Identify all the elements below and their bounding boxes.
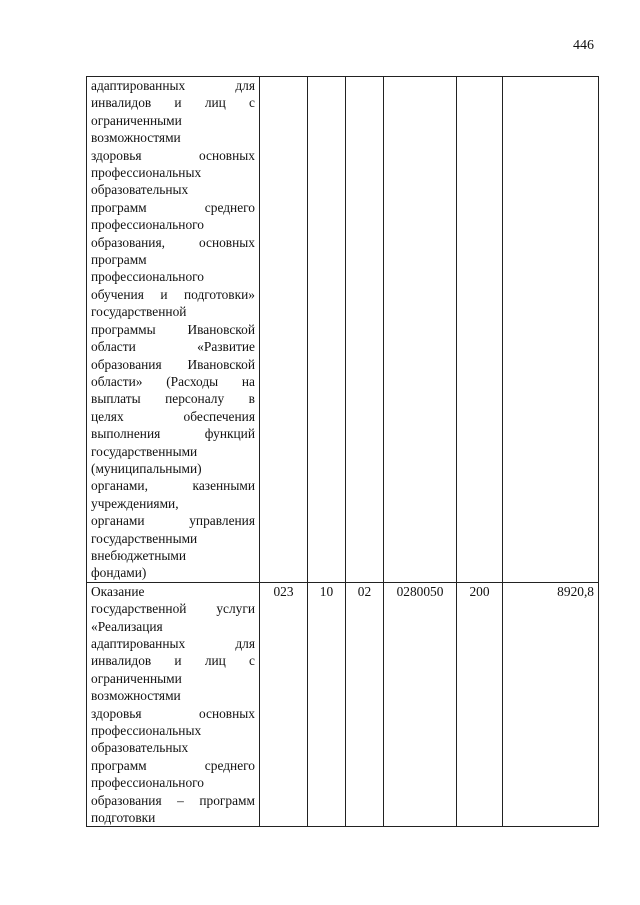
name-text-line: образовательных bbox=[91, 740, 189, 756]
name-text-line: государственной bbox=[91, 304, 187, 320]
name-text-line: Оказание bbox=[91, 583, 145, 599]
row-name-cell bbox=[87, 77, 260, 583]
name-text-line: учреждениями, bbox=[91, 495, 179, 511]
name-text-line: профессиональных bbox=[91, 165, 202, 181]
name-text-line: выплаты персоналу в bbox=[91, 391, 255, 407]
page-number: 446 bbox=[573, 38, 594, 53]
section-code-cell: 10 bbox=[308, 582, 346, 827]
expense-type-cell: 200 bbox=[457, 582, 503, 827]
name-text-line: целях обеспечения bbox=[91, 408, 255, 424]
name-text-line: подготовки bbox=[91, 810, 156, 826]
subsection-code-cell: 02 bbox=[346, 582, 384, 827]
name-text-line: области» (Расходы на bbox=[91, 373, 255, 389]
name-text-line: обучения и подготовки» bbox=[91, 286, 255, 302]
name-text-line: образовательных bbox=[91, 182, 189, 198]
name-text-line: профессионального bbox=[91, 775, 204, 791]
name-text-line: здоровья основных bbox=[91, 147, 255, 163]
amount-cell bbox=[503, 77, 599, 583]
name-text-line: программ среднего bbox=[91, 757, 255, 773]
name-text-line: (муниципальными) bbox=[91, 460, 202, 476]
name-text-line: адаптированных для bbox=[91, 636, 255, 651]
name-text-line: образования Ивановской bbox=[91, 356, 255, 372]
subsection-code-cell bbox=[346, 77, 384, 583]
name-text-line: профессиональных bbox=[91, 723, 202, 739]
name-text-line: профессионального bbox=[91, 269, 204, 285]
name-text-line: инвалидов и лиц с bbox=[91, 653, 255, 669]
table-row bbox=[87, 77, 599, 583]
name-text-line: программ bbox=[91, 252, 147, 268]
expense-type-cell bbox=[457, 77, 503, 583]
section-code-cell bbox=[308, 77, 346, 583]
amount-cell: 8920,8 bbox=[503, 582, 599, 827]
name-text-line: ограниченными bbox=[91, 112, 182, 128]
name-text-line: внебюджетными bbox=[91, 547, 187, 563]
name-text-line: возможностями bbox=[91, 130, 181, 146]
name-text-line: ограниченными bbox=[91, 670, 182, 686]
table-row bbox=[87, 582, 599, 827]
name-text-line: возможностями bbox=[91, 688, 181, 704]
name-text-line: органами управления bbox=[91, 513, 255, 529]
name-text-line: образования, основных bbox=[91, 234, 255, 250]
name-text-line: инвалидов и лиц с bbox=[91, 95, 255, 111]
name-text-line: области «Развитие bbox=[91, 339, 255, 355]
name-text-line: государственной услуги bbox=[91, 601, 255, 617]
ministry-code-cell bbox=[260, 77, 308, 583]
name-text-line: фондами) bbox=[91, 565, 147, 581]
target-code-cell bbox=[384, 77, 457, 583]
name-text-line: профессионального bbox=[91, 217, 204, 233]
target-code-cell: 0280050 bbox=[384, 582, 457, 827]
budget-table bbox=[86, 76, 599, 827]
name-text-line: программы Ивановской bbox=[91, 321, 255, 337]
name-text-line: образования – программ bbox=[91, 792, 255, 808]
ministry-code-cell: 023 bbox=[260, 582, 308, 827]
name-text-line: выполнения функций bbox=[91, 426, 255, 442]
name-text-line: «Реализация bbox=[91, 618, 163, 634]
name-text-line: органами, казенными bbox=[91, 478, 255, 494]
row-name-cell bbox=[87, 582, 260, 827]
name-text-line: государственными bbox=[91, 530, 198, 546]
name-text-line: государственными bbox=[91, 443, 198, 459]
name-text-line: здоровья основных bbox=[91, 705, 255, 721]
name-text-line: адаптированных для bbox=[91, 78, 255, 93]
name-text-line: программ среднего bbox=[91, 199, 255, 215]
